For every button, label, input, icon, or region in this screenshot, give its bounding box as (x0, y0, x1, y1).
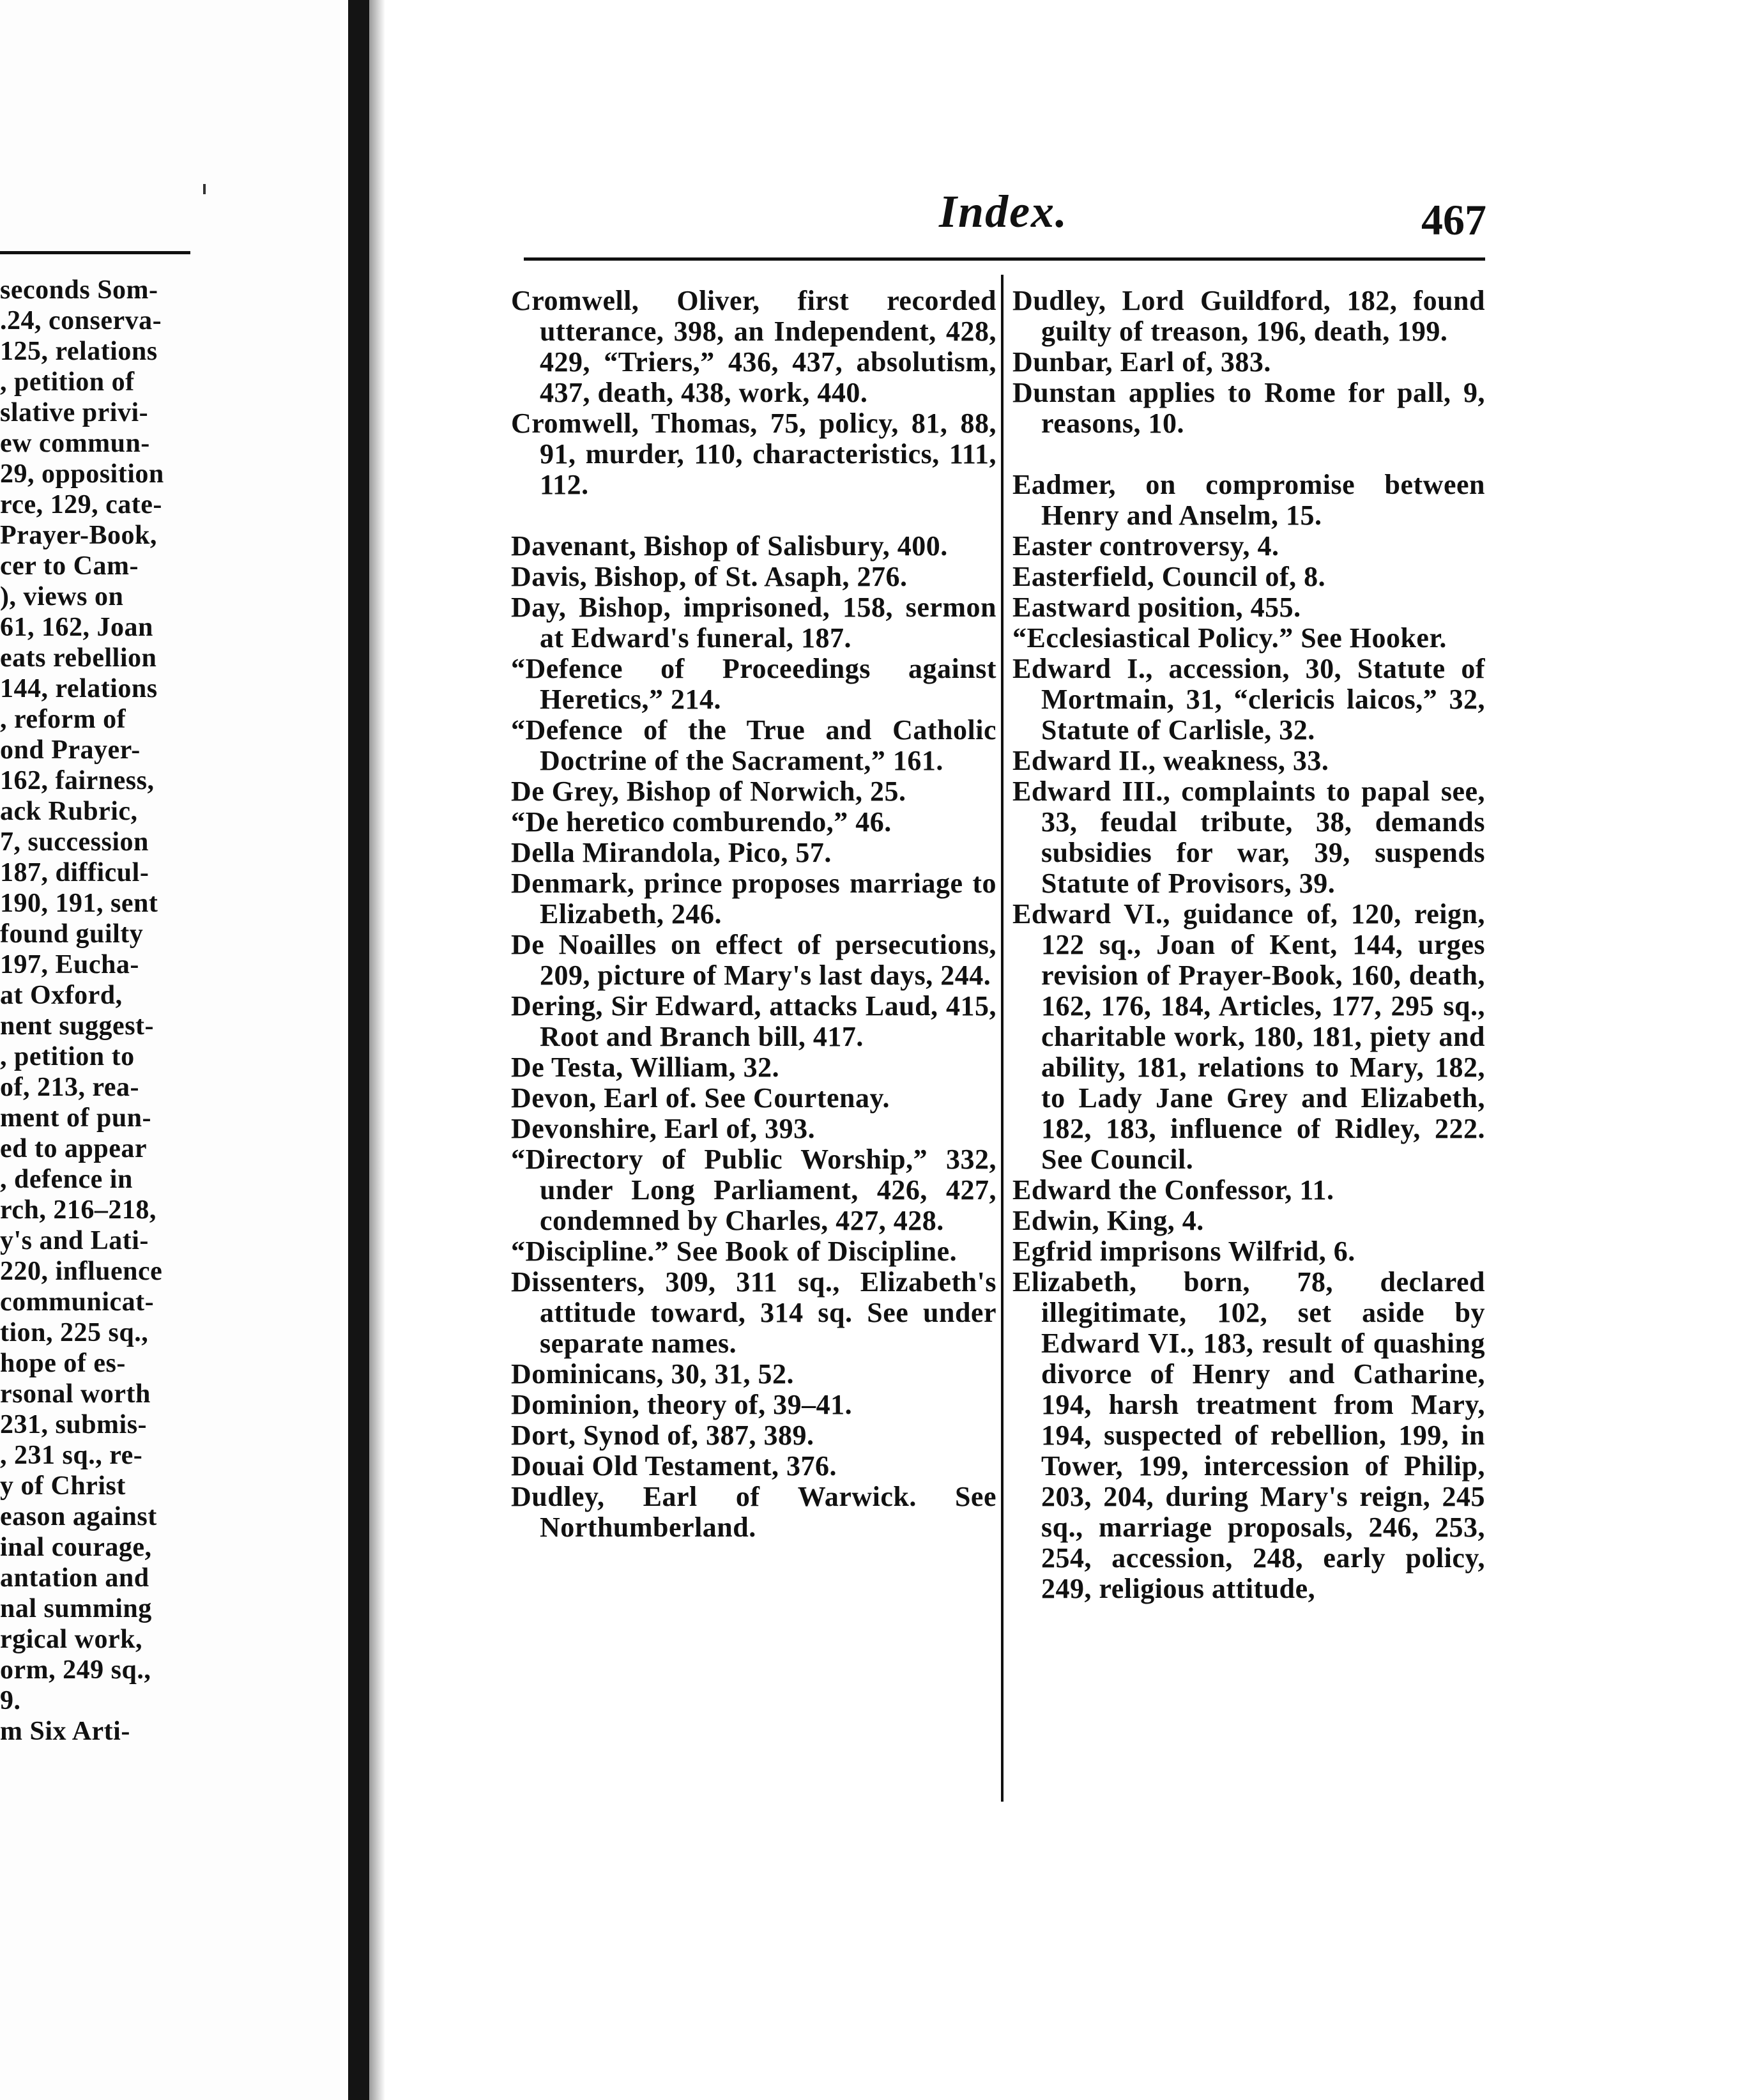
facing-page-line: hope of es- (0, 1349, 126, 1378)
facing-page-line: 220, influence (0, 1257, 163, 1286)
facing-page-line: ment of pun- (0, 1103, 152, 1133)
facing-page-line: antation and (0, 1563, 149, 1593)
facing-page-line: m Six Arti- (0, 1717, 130, 1746)
letter-group-gap (1012, 439, 1485, 470)
index-entry: “Defence of the True and Catholic Doctrine of the Sacrament,” 161. (511, 714, 996, 776)
index-entry: Eadmer, on compromise between Henry and Anselm, 15. (1012, 469, 1485, 531)
facing-page-line: , petition to (0, 1042, 135, 1071)
index-entry: Easter controversy, 4. (1012, 530, 1279, 562)
facing-page-line: rsonal worth (0, 1379, 151, 1409)
index-entry: Dering, Sir Edward, attacks Laud, 415, Root and Branch bill, 417. (511, 990, 996, 1052)
facing-page-line: 162, fairness, (0, 766, 155, 795)
facing-page-line: nal summing (0, 1594, 152, 1623)
index-entry: Douai Old Testament, 376. (511, 1450, 837, 1482)
facing-page-line: found guilty (0, 919, 144, 949)
facing-page-line: , 231 sq., re- (0, 1441, 143, 1470)
facing-page-line: rch, 216–218, (0, 1195, 156, 1225)
index-entry: Dunstan applies to Rome for pall, 9, reasons, 10. (1012, 377, 1485, 439)
index-entry: Day, Bishop, imprisoned, 158, sermon at Edward's funeral, 187. (511, 592, 996, 654)
index-entry: De Grey, Bishop of Norwich, 25. (511, 776, 906, 807)
column-divider (1001, 275, 1004, 1802)
facing-page-line: nent suggest- (0, 1011, 155, 1041)
facing-page-line: communicat- (0, 1287, 155, 1317)
facing-page-line: y's and Lati- (0, 1226, 149, 1255)
running-head-title: Index. (939, 186, 1069, 237)
index-entry: “De heretico comburendo,” 46. (511, 806, 892, 838)
facing-page-line: 190, 191, sent (0, 889, 158, 918)
facing-page-line: 125, relations (0, 337, 158, 366)
index-entry: Dunbar, Earl of, 383. (1012, 346, 1271, 378)
facing-page-line: ed to appear (0, 1134, 147, 1163)
index-entry: Edward VI., guidance of, 120, reign, 122 sq., Joan of Kent, 144, urges revision of Prayer-Book, 160, death, 162, 176, 184, Articles, 177, 295 sq., charitable work, 180, 181, piety and ability, 181, relations to Mary, 182, to Lady Jane Grey and Elizabeth, 182, 183, influence of Ridley, 222. See Council. (1012, 898, 1485, 1175)
facing-page-line: inal courage, (0, 1533, 152, 1562)
index-entry: Dort, Synod of, 387, 389. (511, 1420, 814, 1451)
index-entry: De Testa, William, 32. (511, 1052, 780, 1083)
index-entry: “Ecclesiastical Policy.” See Hooker. (1012, 622, 1447, 654)
facing-page-text (0, 275, 190, 1747)
facing-page (0, 0, 348, 2100)
facing-page-line: , defence in (0, 1165, 133, 1194)
index-entry: Dissenters, 309, 311 sq., Elizabeth's attitude toward, 314 sq. See under separate names. (511, 1266, 996, 1359)
index-entry: Dominicans, 30, 31, 52. (511, 1358, 794, 1390)
index-entry: Cromwell, Oliver, first recorded utterance, 398, an Independent, 428, 429, “Triers,” 436, 437, absolutism, 437, death, 438, work, 440. (511, 285, 996, 408)
facing-page-line: .24, conserva- (0, 306, 162, 335)
facing-page-line: 61, 162, Joan (0, 613, 153, 642)
facing-page-line: 197, Eucha- (0, 950, 139, 979)
facing-page-line: rgical work, (0, 1625, 142, 1654)
facing-page-line: ), views on (0, 582, 124, 611)
facing-page-line: of, 213, rea- (0, 1073, 139, 1102)
facing-page-line: 144, relations (0, 674, 158, 703)
facing-page-line: , petition of (0, 367, 135, 397)
book-spine (348, 0, 369, 2100)
facing-page-line: 187, difficul- (0, 858, 149, 887)
facing-page-line: eats rebellion (0, 643, 157, 673)
index-entry: Denmark, prince proposes marriage to Elizabeth, 246. (511, 868, 996, 930)
index-entry: “Discipline.” See Book of Discipline. (511, 1236, 958, 1267)
index-entry: Edward III., complaints to papal see, 33, feudal tribute, 38, demands subsidies for war, 39, suspends Statute of Provisors, 39. (1012, 776, 1485, 899)
facing-page-line: tion, 225 sq., (0, 1318, 149, 1347)
facing-page-line: slative privi- (0, 398, 149, 427)
index-entry: Edwin, King, 4. (1012, 1205, 1204, 1236)
index-entry: Davenant, Bishop of Salisbury, 400. (511, 530, 948, 562)
gutter-shadow (369, 0, 385, 2100)
facing-page-line: rce, 129, cate- (0, 490, 162, 519)
index-entry: Cromwell, Thomas, 75, policy, 81, 88, 91, murder, 110, characteristics, 111, 112. (511, 408, 996, 500)
facing-page-line: ack Rubric, (0, 797, 138, 826)
index-column-right (1012, 286, 1485, 1604)
index-entry: Dudley, Earl of Warwick. See Northumberland. (511, 1481, 996, 1543)
facing-page-line: seconds Som- (0, 275, 158, 305)
facing-page-line: Prayer-Book, (0, 521, 157, 550)
index-entry: Dudley, Lord Guildford, 182, found guilty of treason, 196, death, 199. (1012, 285, 1485, 347)
header-rule (524, 257, 1485, 261)
index-entry: Dominion, theory of, 39–41. (511, 1389, 853, 1420)
index-entry: De Noailles on effect of persecutions, 209, picture of Mary's last days, 244. (511, 929, 996, 991)
index-entry: Edward II., weakness, 33. (1012, 745, 1329, 776)
page-number: 467 (1421, 195, 1486, 244)
index-entry: “Defence of Proceedings against Heretics,” 214. (511, 653, 996, 715)
facing-page-line: ew commun- (0, 429, 150, 458)
ink-mark (203, 184, 206, 194)
index-entry: Della Mirandola, Pico, 57. (511, 837, 832, 868)
facing-page-line: eason against (0, 1502, 157, 1531)
facing-page-line: 7, succession (0, 827, 149, 857)
facing-page-line: orm, 249 sq., (0, 1655, 151, 1685)
facing-page-line: at Oxford, (0, 981, 123, 1010)
index-entry: Edward the Confessor, 11. (1012, 1174, 1334, 1206)
index-column-left (511, 286, 996, 1543)
facing-page-line: ond Prayer- (0, 735, 141, 765)
facing-page-line: 9. (0, 1686, 21, 1715)
index-entry: Egfrid imprisons Wilfrid, 6. (1012, 1236, 1355, 1267)
index-entry: Easterfield, Council of, 8. (1012, 561, 1326, 592)
index-entry: Elizabeth, born, 78, declared illegitimate, 102, set aside by Edward VI., 183, result of quashing divorce of Henry and Catharine, 194, harsh treatment from Mary, 194, suspected of rebellion, 199, in Tower, 199, intercession of Philip, 203, 204, during Mary's reign, 245 sq., marriage proposals, 246, 253, 254, accession, 248, early policy, 249, religious attitude, (1012, 1266, 1485, 1604)
letter-group-gap (511, 500, 996, 531)
index-entry: Devon, Earl of. See Courtenay. (511, 1082, 890, 1114)
facing-page-line: cer to Cam- (0, 551, 139, 581)
facing-page-line: 29, opposition (0, 459, 164, 489)
facing-page-line: y of Christ (0, 1471, 126, 1501)
index-entry: Edward I., accession, 30, Statute of Mortmain, 31, “clericis laicos,” 32, Statute of Carlisle, 32. (1012, 653, 1485, 746)
index-entry: Eastward position, 455. (1012, 592, 1301, 623)
facing-page-line: , reform of (0, 705, 126, 734)
index-entry: “Directory of Public Worship,” 332, under Long Parliament, 426, 427, condemned by Charles, 427, 428. (511, 1144, 996, 1236)
index-entry: Davis, Bishop, of St. Asaph, 276. (511, 561, 908, 592)
index-entry: Devonshire, Earl of, 393. (511, 1113, 816, 1144)
facing-page-line: 231, submis- (0, 1410, 148, 1439)
facing-page-header-rule (0, 251, 190, 254)
